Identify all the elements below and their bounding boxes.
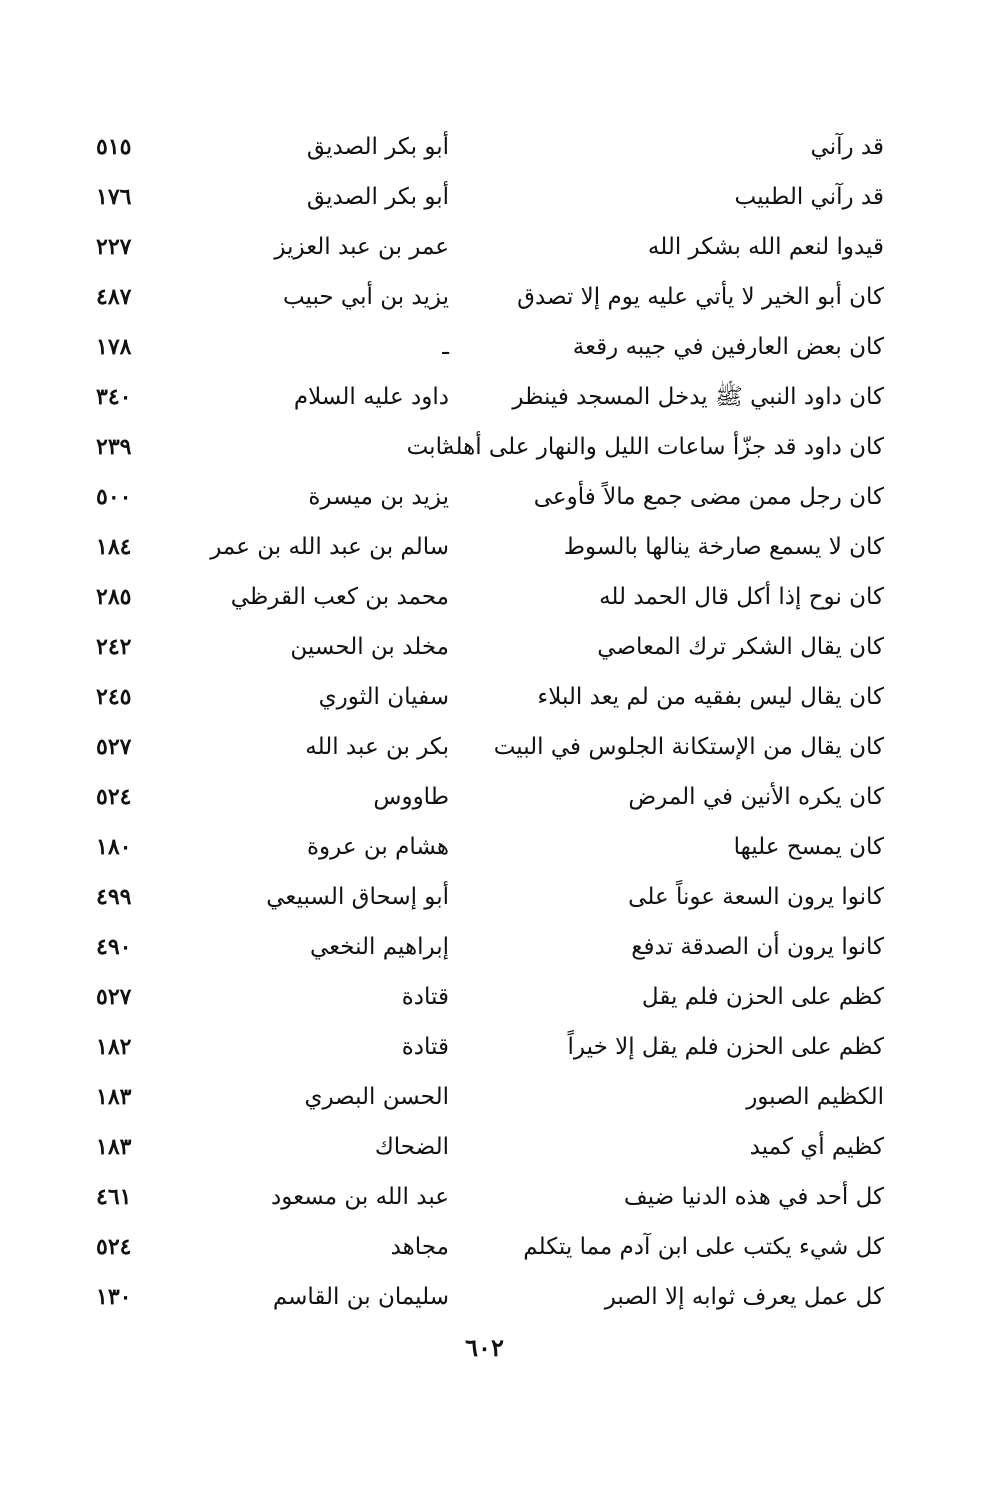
- narrator-name: الضحاك: [374, 1134, 449, 1160]
- page-reference: ١٧٦: [96, 184, 132, 210]
- index-row: [0, 922, 999, 972]
- page-reference: ٥٢٧: [96, 984, 132, 1010]
- narrator-name: سفيان الثوري: [318, 684, 449, 710]
- saying-text: كان داود قد جزّأ ساعات الليل والنهار على أهله: [443, 434, 884, 460]
- saying-text: كان داود النبي ﷺ يدخل المسجد فينظر: [512, 384, 884, 410]
- index-row: [0, 522, 999, 572]
- page-reference: ٢٤٥: [96, 684, 132, 710]
- saying-text: كل أحد في هذه الدنيا ضيف: [623, 1184, 884, 1210]
- page-reference: ٥٢٤: [96, 1234, 132, 1260]
- index-row: [0, 122, 999, 172]
- narrator-name: ثابت: [406, 434, 449, 460]
- saying-text: كان يقال الشكر ترك المعاصي: [597, 634, 884, 660]
- page-reference: ١٨٣: [96, 1084, 132, 1110]
- narrator-name: يزيد بن أبي حبيب: [282, 284, 449, 310]
- index-row: [0, 372, 999, 422]
- page-reference: ٤٩٠: [96, 934, 132, 960]
- saying-text: كانوا يرون السعة عوناً على: [628, 884, 884, 910]
- narrator-name: قتادة: [401, 984, 449, 1010]
- page-reference: ٤٨٧: [96, 284, 132, 310]
- index-row: [0, 1022, 999, 1072]
- index-row: [0, 222, 999, 272]
- narrator-name: عمر بن عبد العزيز: [274, 234, 449, 260]
- index-row: [0, 772, 999, 822]
- index-row: [0, 1172, 999, 1222]
- saying-text: كظم على الحزن فلم يقل إلا خيراً: [567, 1034, 884, 1060]
- saying-text: كان يقال من الإستكانة الجلوس في البيت: [493, 734, 884, 760]
- saying-text: كان رجل ممن مضى جمع مالاً فأوعى: [533, 484, 884, 510]
- saying-text: كل شيء يكتب على ابن آدم مما يتكلم: [523, 1234, 884, 1260]
- saying-text: كان بعض العارفين في جيبه رقعة: [572, 334, 884, 360]
- page-reference: ٥٢٤: [96, 784, 132, 810]
- index-row: [0, 172, 999, 222]
- index-row: [0, 472, 999, 522]
- saying-text: الكظيم الصبور: [746, 1084, 884, 1110]
- saying-text: كان أبو الخير لا يأتي عليه يوم إلا تصدق: [517, 284, 884, 310]
- narrator-name: محمد بن كعب القرظي: [230, 584, 449, 610]
- narrator-name: عبد الله بن مسعود: [271, 1184, 449, 1210]
- page-reference: ٥٢٧: [96, 734, 132, 760]
- saying-text: قد رآني: [810, 134, 884, 160]
- sayings-index-table: [0, 122, 999, 1322]
- narrator-name: داود عليه السلام: [293, 384, 449, 410]
- saying-text: كان نوح إذا أكل قال الحمد لله: [599, 584, 884, 610]
- narrator-name: أبو بكر الصديق: [306, 184, 449, 210]
- narrator-name: أبو إسحاق السبيعي: [266, 884, 449, 910]
- page-reference: ٢٣٩: [96, 434, 132, 460]
- page-reference: ٢٢٧: [96, 234, 132, 260]
- page-reference: ١٣٠: [96, 1284, 132, 1310]
- page-reference: ٤٩٩: [96, 884, 132, 910]
- index-row: [0, 1272, 999, 1322]
- page-reference: ٥٠٠: [96, 484, 132, 510]
- saying-text: كان يمسح عليها: [733, 834, 884, 860]
- narrator-name: بكر بن عبد الله: [305, 734, 449, 760]
- saying-text: كل عمل يعرف ثوابه إلا الصبر: [604, 1284, 884, 1310]
- index-row: [0, 1122, 999, 1172]
- narrator-name: هشام بن عروة: [307, 834, 449, 860]
- narrator-name: إبراهيم النخعي: [309, 934, 449, 960]
- index-row: [0, 872, 999, 922]
- index-row: [0, 622, 999, 672]
- page-reference: ١٨٣: [96, 1134, 132, 1160]
- page-reference: ٥١٥: [96, 134, 132, 160]
- narrator-name: أبو بكر الصديق: [306, 134, 449, 160]
- index-row: [0, 722, 999, 772]
- narrator-name: مجاهد: [390, 1234, 449, 1260]
- index-row: [0, 1072, 999, 1122]
- narrator-name: سالم بن عبد الله بن عمر: [210, 534, 449, 560]
- saying-text: كان لا يسمع صارخة ينالها بالسوط: [563, 534, 884, 560]
- page-reference: ٢٤٢: [96, 634, 132, 660]
- narrator-name: الحسن البصري: [304, 1084, 449, 1110]
- index-row: [0, 822, 999, 872]
- saying-text: قيدوا لنعم الله بشكر الله: [647, 234, 884, 260]
- index-row: [0, 672, 999, 722]
- saying-text: كظم على الحزن فلم يقل: [641, 984, 884, 1010]
- saying-text: كان يكره الأنين في المرض: [628, 784, 884, 810]
- saying-text: كظيم أي كميد: [749, 1134, 884, 1160]
- narrator-name: يزيد بن ميسرة: [308, 484, 449, 510]
- page-reference: ١٨٢: [96, 1034, 132, 1060]
- index-row: [0, 422, 999, 472]
- page-reference: ٤٦١: [96, 1184, 132, 1210]
- index-row: [0, 322, 999, 372]
- page-reference: ١٧٨: [96, 334, 132, 360]
- index-row: [0, 272, 999, 322]
- index-row: [0, 572, 999, 622]
- page-reference: ١٨٤: [96, 534, 132, 560]
- saying-text: كانوا يرون أن الصدقة تدفع: [631, 934, 884, 960]
- page-reference: ٣٤٠: [96, 384, 132, 410]
- index-row: [0, 1222, 999, 1272]
- narrator-name: قتادة: [401, 1034, 449, 1060]
- page-reference: ٢٨٥: [96, 584, 132, 610]
- narrator-name: طاووس: [373, 784, 449, 810]
- page-number: ٦٠٢: [465, 1333, 504, 1362]
- narrator-name: ـ: [442, 334, 449, 360]
- narrator-name: مخلد بن الحسين: [290, 634, 449, 660]
- index-row: [0, 972, 999, 1022]
- narrator-name: سليمان بن القاسم: [272, 1284, 449, 1310]
- saying-text: قد رآني الطبيب: [734, 184, 884, 210]
- page-reference: ١٨٠: [96, 834, 132, 860]
- saying-text: كان يقال ليس بفقيه من لم يعد البلاء: [537, 684, 884, 710]
